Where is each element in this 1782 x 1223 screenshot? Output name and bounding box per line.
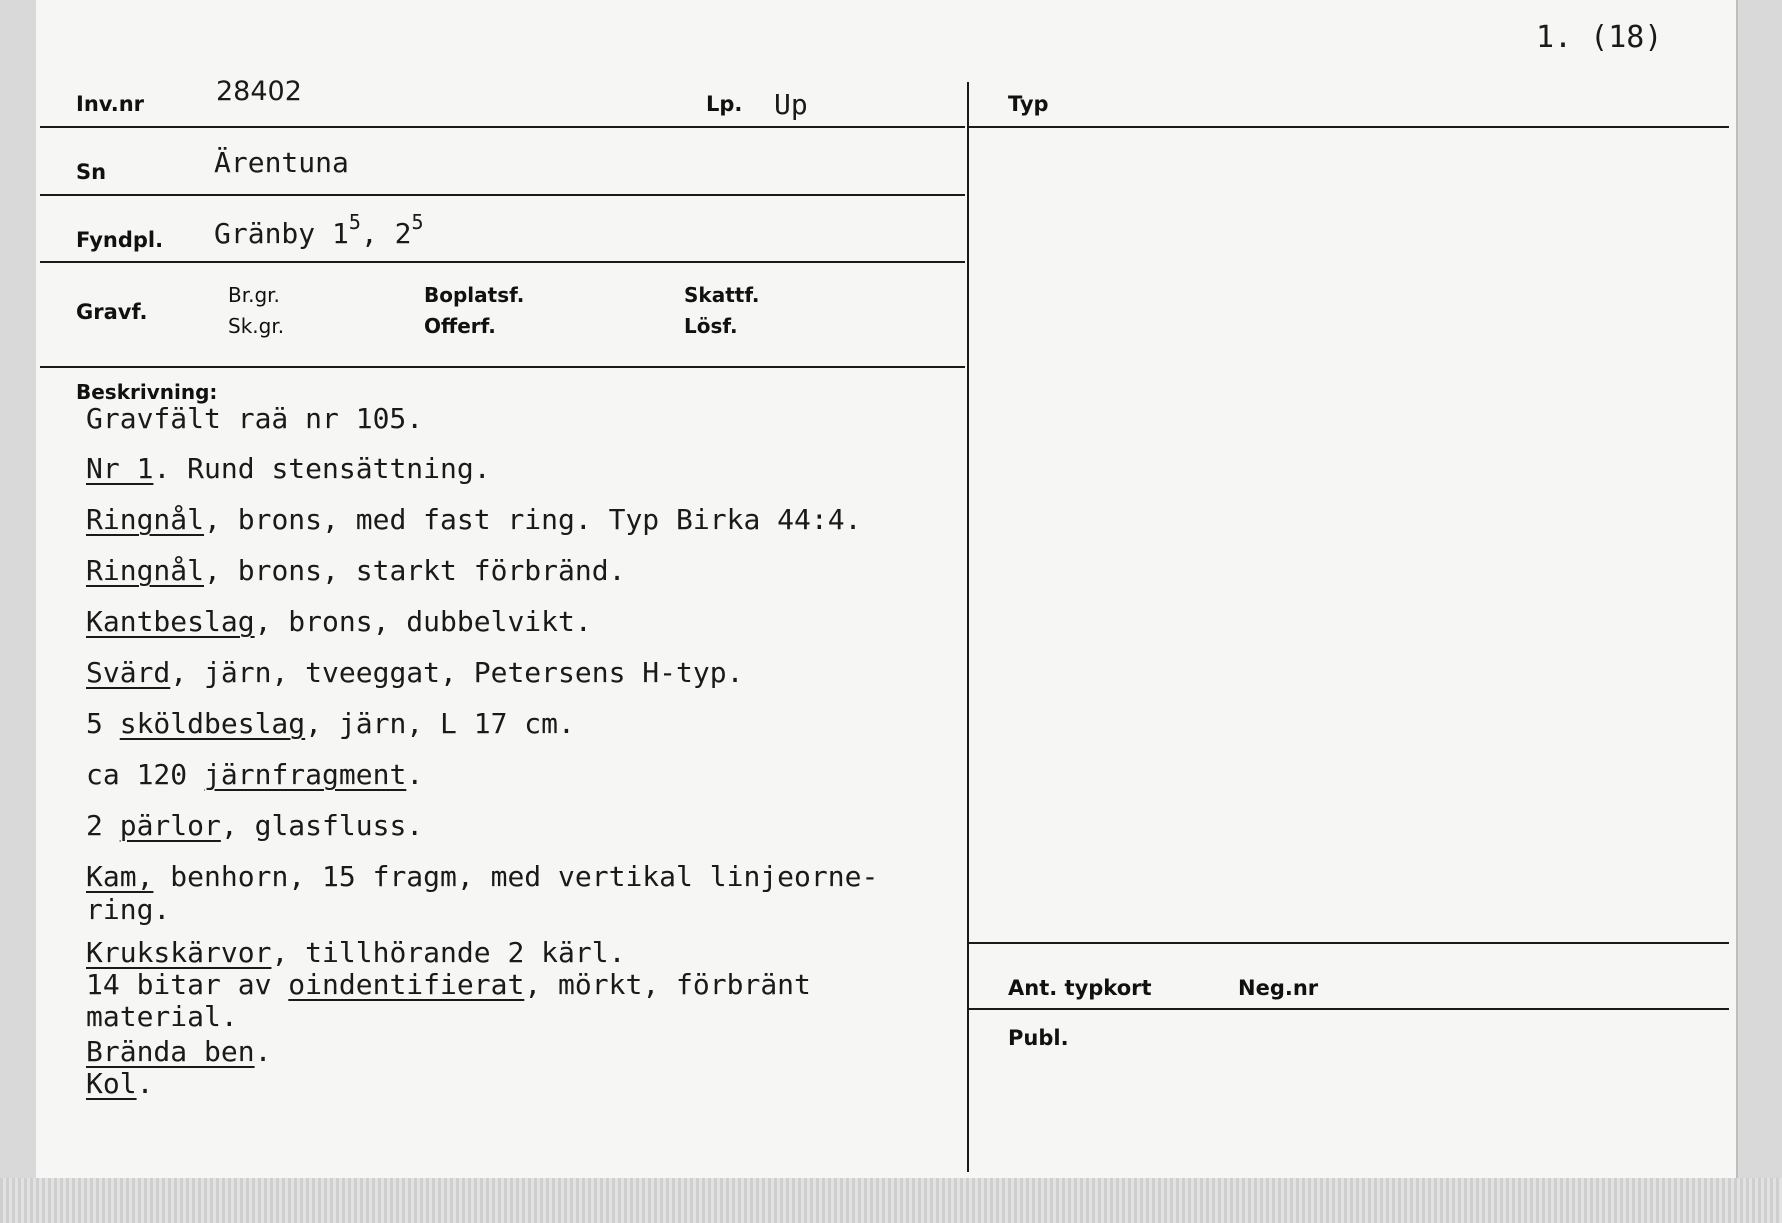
description-line [86, 968, 811, 1001]
description-line [86, 1000, 238, 1033]
fyndpl-value [214, 210, 424, 250]
description-line [86, 758, 423, 791]
underlined-term: oindentifierat [288, 968, 525, 1001]
underlined-term: Brända ben [86, 1035, 255, 1068]
fyndpl-mid: , 2 [360, 217, 412, 250]
beskrivning-label: Beskrivning: [76, 380, 218, 404]
description-text: , mörkt, förbränt [524, 968, 811, 1001]
fyndpl-sup-1: 5 [348, 210, 361, 234]
description-text: ca 120 [86, 758, 205, 791]
description-line [86, 707, 575, 740]
description-text: 2 [86, 809, 120, 842]
description-text: ring. [86, 893, 171, 926]
offerf-label: Offerf. [424, 314, 496, 338]
description-text: , brons, med fast ring. Typ Birka 44:4. [204, 503, 862, 536]
inv-nr-label: Inv.nr [76, 92, 145, 116]
description-text: , tillhörande 2 kärl. [271, 936, 626, 969]
description-text: 14 bitar av [86, 968, 289, 1001]
description-line [86, 893, 170, 926]
skattf-label: Skattf. [684, 283, 760, 307]
description-line [86, 402, 423, 435]
lp-label: Lp. [706, 92, 743, 116]
fyndpl-label: Fyndpl. [76, 228, 164, 252]
sn-label: Sn [76, 160, 107, 184]
boplatsf-label: Boplatsf. [424, 283, 525, 307]
row-line-1-right [969, 126, 1729, 128]
sk-gr-label: Sk.gr. [228, 314, 285, 338]
lp-value: Up [774, 88, 808, 121]
description-text: . [254, 1035, 272, 1068]
description-line [86, 1067, 153, 1100]
ant-typkort-label: Ant. typkort [1008, 976, 1152, 1000]
row-line-1-left [40, 126, 965, 128]
description-line [86, 656, 743, 689]
underlined-term: Kol [86, 1067, 137, 1100]
description-line [86, 1035, 271, 1068]
description-text: , järn, L 17 cm. [305, 707, 575, 740]
description-line [86, 936, 625, 969]
description-text: benhorn, 15 fragm, med vertikal linjeorne- [153, 860, 879, 893]
row-line-4 [40, 366, 965, 368]
card-number: 1. (18) [1536, 20, 1663, 55]
description-line [86, 860, 878, 893]
row-line-2 [40, 194, 965, 196]
description-text: material. [86, 1000, 238, 1033]
description-text: , brons, starkt förbränd. [204, 554, 626, 587]
underlined-term: Nr 1 [86, 452, 154, 485]
underlined-term: Svärd [86, 656, 171, 689]
description-text: . [136, 1067, 154, 1100]
underlined-term: Ringnål [86, 554, 205, 587]
description-text: , brons, dubbelvikt. [254, 605, 592, 638]
scan-background-strip [0, 1178, 1782, 1223]
underlined-term: Kam, [86, 860, 154, 893]
description-line [86, 452, 491, 485]
publ-label: Publ. [1008, 1026, 1069, 1050]
underlined-term: sköldbeslag [119, 707, 306, 740]
typ-label: Typ [1008, 92, 1049, 116]
description-line [86, 605, 592, 638]
description-text: , glasfluss. [220, 809, 424, 842]
catalog-card [36, 0, 1738, 1178]
sn-value: Ärentuna [214, 146, 349, 179]
fyndpl-text: Gränby 1 [214, 217, 349, 250]
description-text: , järn, tveeggat, Petersens H-typ. [170, 656, 744, 689]
description-line [86, 503, 861, 536]
underlined-term: Ringnål [86, 503, 205, 536]
inv-nr-value: 28402 [216, 76, 302, 107]
row-line-3 [40, 261, 965, 263]
description-text: . Rund stensättning. [153, 452, 491, 485]
losf-label: Lösf. [684, 314, 738, 338]
br-gr-label: Br.gr. [228, 283, 280, 307]
description-text: 5 [86, 707, 120, 740]
gravf-label: Gravf. [76, 300, 148, 324]
fyndpl-sup-2: 5 [411, 210, 424, 234]
underlined-term: järnfragment [204, 758, 407, 791]
right-line-ant [969, 942, 1729, 944]
description-line [86, 809, 423, 842]
underlined-term: pärlor [119, 809, 221, 842]
underlined-term: Kantbeslag [86, 605, 255, 638]
description-text: Gravfält raä nr 105. [86, 402, 424, 435]
underlined-term: Krukskärvor [86, 936, 272, 969]
description-text: . [406, 758, 424, 791]
neg-nr-label: Neg.nr [1238, 976, 1319, 1000]
description-line [86, 554, 625, 587]
right-line-publ [969, 1008, 1729, 1010]
